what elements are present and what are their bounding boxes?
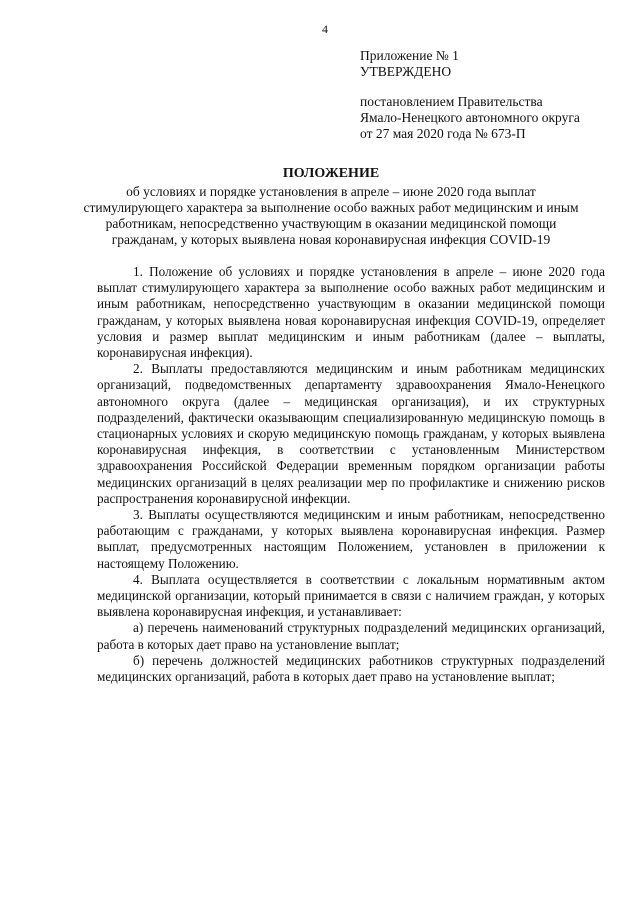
document-subtitle: об условиях и порядке установления в апреле – июне 2020 года выплат стимулирующего характера за выполнение особо важных работ медицинским и иным работникам, непосредственно участвующим в оказании медицинской помощи гражданам, у которых выявлена новая коронавирусная инфекция COVID-19 [83, 184, 579, 247]
paragraph-4: 4. Выплата осуществляется в соответствии с локальным нормативным актом медицинской организации, который принимается в связи с наличием граждан, у которых выявлена коронавирусная инфекция, и устанавливает: [97, 571, 605, 620]
document-header [80, 166, 582, 248]
page-number: 4 [322, 22, 328, 36]
approval-authority: постановлением Правительства [360, 94, 543, 109]
approval-stamp [360, 48, 620, 142]
paragraph-2: 2. Выплаты предоставляются медицинским и иным работникам медицинских организаций, подведомственных департаменту здравоохранения Ямало-Ненецкого автономного округа (далее – медицинская организация), и их структурных подразделений, фактически оказывающим специализированную медицинскую помощь в стационарных условиях и скорую медицинскую помощь гражданам, у которых выявлена коронавирусная инфекция, в соответствии с установленным Министерством здравоохранения Российской Федерации временным порядком организации работы медицинских организаций в целях реализации мер по профилактике и снижению рисков распространения коронавирусной инфекции. [97, 361, 605, 506]
approval-region: Ямало-Ненецкого автономного округа [360, 110, 580, 125]
spacer [360, 80, 620, 94]
paragraph-3: 3. Выплаты осуществляются медицинским и иным работникам, непосредственно работающим с гражданами, у которых выявлена коронавирусная инфекция. Размер выплат, предусмотренных настоящим Положением, установлен в приложении к настоящему Положению. [97, 507, 605, 571]
paragraph-1: 1. Положение об условиях и порядке установления в апреле – июне 2020 года выплат стимулирующего характера за выполнение особо важных работ медицинским и иным работникам, непосредственно участвующим в оказании медицинской помощи гражданам, у которых выявлена новая коронавирусная инфекция COVID-19, определяет условия и размер выплат медицинским и иным работникам (далее – выплаты, коронавирусная инфекция). [97, 264, 605, 361]
document-title: ПОЛОЖЕНИЕ [282, 166, 380, 181]
appendix-label: Приложение № 1 [360, 48, 459, 63]
approved-label: УТВЕРЖДЕНО [360, 64, 452, 79]
paragraph-4a: а) перечень наименований структурных подразделений медицинских организаций, работа в которых дает право на установление выплат; [97, 620, 605, 652]
paragraph-4b: б) перечень должностей медицинских работников структурных подразделений медицинских организаций, работа в которых дает право на установление выплат; [97, 652, 605, 685]
approval-date: от 27 мая 2020 года № 673-П [360, 126, 526, 141]
document-body [97, 264, 605, 685]
